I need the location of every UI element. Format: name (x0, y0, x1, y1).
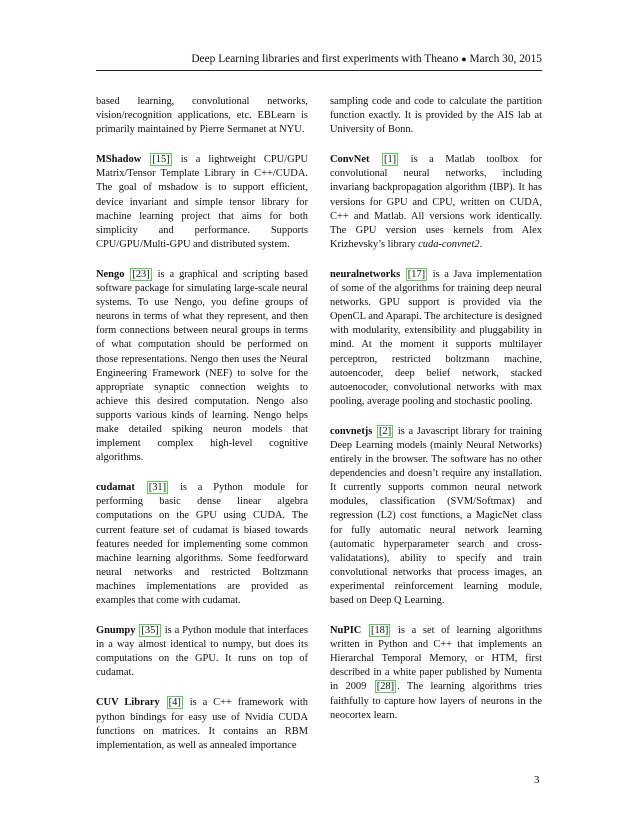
cudamat-text: is a Python module for performing basic dense linear algebra computations on the GPU using CUDA. The current feature set of cudamat is biased towards features needed for implementing some common machine learning algorithms. Some feedforward neural networks and restricted Boltzmann machines implementations are provided as examples that come with cudamat. (96, 482, 309, 606)
entry-convnet (330, 153, 542, 252)
cuv-continuation (330, 95, 542, 137)
cudamat-name: cudamat (96, 482, 135, 494)
neuralnetworks-citation-link[interactable]: [17] (407, 268, 426, 280)
cuv-name: CUV Library (96, 697, 160, 709)
entry-gnumpy (96, 624, 308, 680)
entry-convnetjs (330, 425, 542, 608)
entry-nupic (330, 624, 542, 723)
header-date: March 30, 2015 (469, 53, 542, 65)
right-column (330, 95, 542, 723)
cuv-cont-text: sampling code and code to calculate the partition function exactly. It is provided by the AIS lab at University of Bonn. (330, 96, 542, 136)
running-title: Deep Learning libraries and first experiments with Theano (191, 53, 459, 65)
convnetjs-name: convnetjs (330, 425, 373, 437)
convnetjs-citation-link[interactable]: [2] (379, 425, 392, 437)
nupic-text-end: . The learning algorithms tries faithfully to capture how layers of neurons in the neocortex learn. (330, 681, 542, 721)
cuv-text: is a C++ framework with python bindings for easy use of Nvidia CUDA functions on matrices. It contains an RBM implementation, as well as annealed importance (96, 697, 309, 751)
nupic-text: is a set of learning algorithms written in Python and C++ that implements an Hierarchal Temporal Memory, or HTM, first described in a white paper published by Numenta in 2009 (330, 625, 543, 693)
mshadow-citation-link[interactable]: [15] (152, 154, 170, 166)
neuralnetworks-name: neuralnetworks (330, 268, 401, 280)
nengo-citation-link[interactable]: [23] (132, 268, 150, 280)
nengo-text: is a graphical and scripting based software package for simulating large-scale neural systems. To use Nengo, you define groups of neurons in terms of what they represent, and then form connections between neural groups in terms of what computation should be performed on those representations. Nengo then uses the Neural Engineering Framework (NEF) to solve for the appropriate synaptic connection weights to achieve this desired computation. Nengo also supports various kinds of learning. Nengo helps make detailed spiking neuron models that implement complex high-level cognitive algorithms. (96, 268, 309, 464)
header-bullet: ● (461, 54, 467, 64)
entry-cuv-library (96, 696, 308, 752)
entry-neuralnetworks (330, 268, 542, 409)
nupic-second-citation-link[interactable]: [28] (376, 681, 395, 693)
mshadow-text: is a lightweight CPU/GPU Matrix/Tensor Template Library in C++/CUDA. The goal of mshadow is to support efficient, device invariant and simple tensor library for machine learning project that aims for both simplicity and performance. Supports CPU/GPU/Multi-GPU and distributed system. (96, 154, 309, 250)
running-header (96, 53, 542, 65)
convnet-name: ConvNet (330, 154, 370, 166)
cudamat-citation-link[interactable]: [31] (148, 482, 167, 494)
page-number: 3 (534, 774, 540, 786)
eblearn-text: based learning, convolutional networks, vision/recognition applications, etc. EBLearn is primarily maintained by Pierre Sermanet at NYU. (96, 96, 308, 136)
mshadow-name: MShadow (96, 154, 142, 166)
nupic-name: NuPIC (330, 625, 362, 637)
cuv-citation-link[interactable]: [4] (168, 697, 181, 709)
entry-nengo (96, 268, 308, 465)
gnumpy-text: is a Python module that interfaces in a way almost identical to numpy, but does its computations on the GPU. It runs on top of cudamat. (96, 625, 308, 679)
gnumpy-citation-link[interactable]: [35] (141, 625, 159, 637)
convnet-text-end: . (479, 238, 483, 250)
entry-cudamat (96, 481, 308, 608)
header-rule (96, 70, 542, 71)
eblearn-continuation (96, 95, 308, 137)
convnetjs-text: is a Javascript library for training Deep Learning models (mainly Neural Networks) entirely in the browser. The software has no other dependencies and doesn’t require any installation. It currently supports common neural network modules, classification (SVM/Softmax) and regression (L2) cost functions, a MagicNet class for fully automatic neural network learning (automatic hyperparameter search and cross-validatations), ability to specify and train convolutional networks that process images, an experimental reinforcement learning module, based on Deep Q Learning. (330, 425, 542, 606)
neuralnetworks-text: is a Java implementation of some of the algorithms for training deep neural networks. GPU support is provided via the OpenCL and Aparapi. The architecture is designed with modularity, extensibility and pluggability in mind. At the moment it supports multilayer perceptron, restricted boltzmann machine, autoencoder, deep belief network, stacked autoenocoder, convolutional networks with max pooling, average pooling and stochastic pooling. (330, 268, 543, 407)
convnet-library-name: cuda-convnet2 (418, 238, 480, 250)
nengo-name: Nengo (96, 268, 125, 280)
convnet-citation-link[interactable]: [1] (383, 154, 397, 166)
left-column (96, 95, 308, 753)
entry-mshadow (96, 153, 308, 252)
convnet-text: is a Matlab toolbox for convolutional neural networks, including invariang backpropagation algorithm (IBP). It has versions for GPU and CPU, written on CUDA, C++ and Matlab. All versions work identically. The GPU version uses kernels from Alex Krizhevsky’s library (330, 154, 542, 250)
nupic-citation-link[interactable]: [18] (370, 625, 389, 637)
gnumpy-name: Gnumpy (96, 625, 136, 637)
